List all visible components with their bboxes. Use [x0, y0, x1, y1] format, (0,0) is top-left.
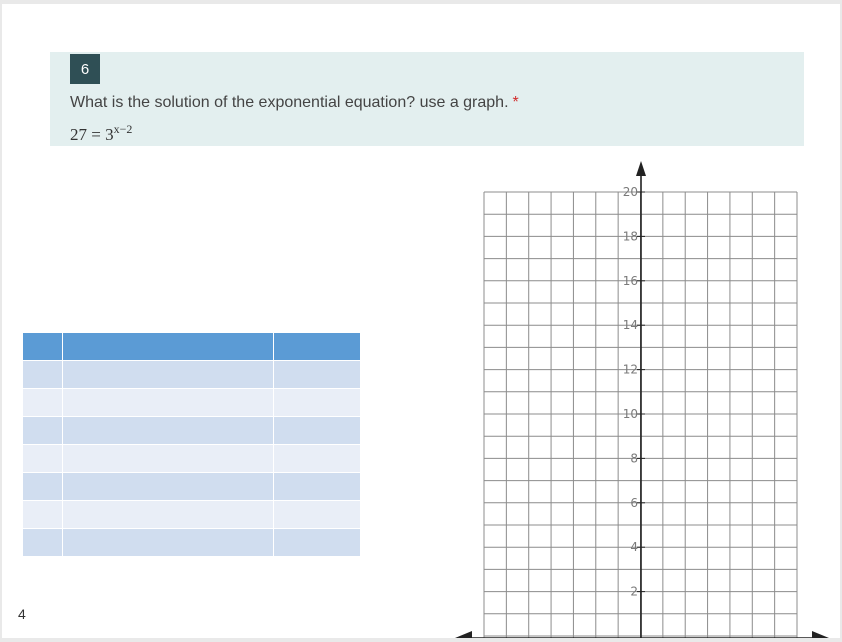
question-text: What is the solution of the exponential equation? use a graph.	[70, 94, 509, 111]
y-tick-label: 8	[630, 451, 638, 466]
page	[2, 4, 840, 638]
y-tick-label: 14	[622, 318, 638, 333]
y-tick-label: 10	[622, 407, 638, 421]
y-axis-arrow-icon	[636, 161, 646, 176]
question-number-badge: 6	[70, 54, 100, 84]
required-asterisk: *	[512, 94, 519, 111]
y-tick-label: 20	[622, 185, 638, 199]
equation-base: 27 = 3	[70, 125, 114, 144]
y-tick-label: 12	[622, 362, 638, 377]
equation-exponent: x−2	[113, 122, 133, 136]
y-tick-label: 6	[630, 495, 638, 510]
y-tick-label: 18	[622, 229, 638, 244]
x-axis-left-arrow-icon	[455, 631, 472, 638]
y-tick-label: 2	[630, 584, 638, 599]
coordinate-grid-graph	[2, 4, 840, 638]
page-number: 4	[18, 606, 26, 622]
x-axis-right-arrow-icon	[812, 631, 829, 638]
y-tick-label: 16	[622, 273, 638, 288]
y-tick-label: 4	[630, 540, 638, 555]
